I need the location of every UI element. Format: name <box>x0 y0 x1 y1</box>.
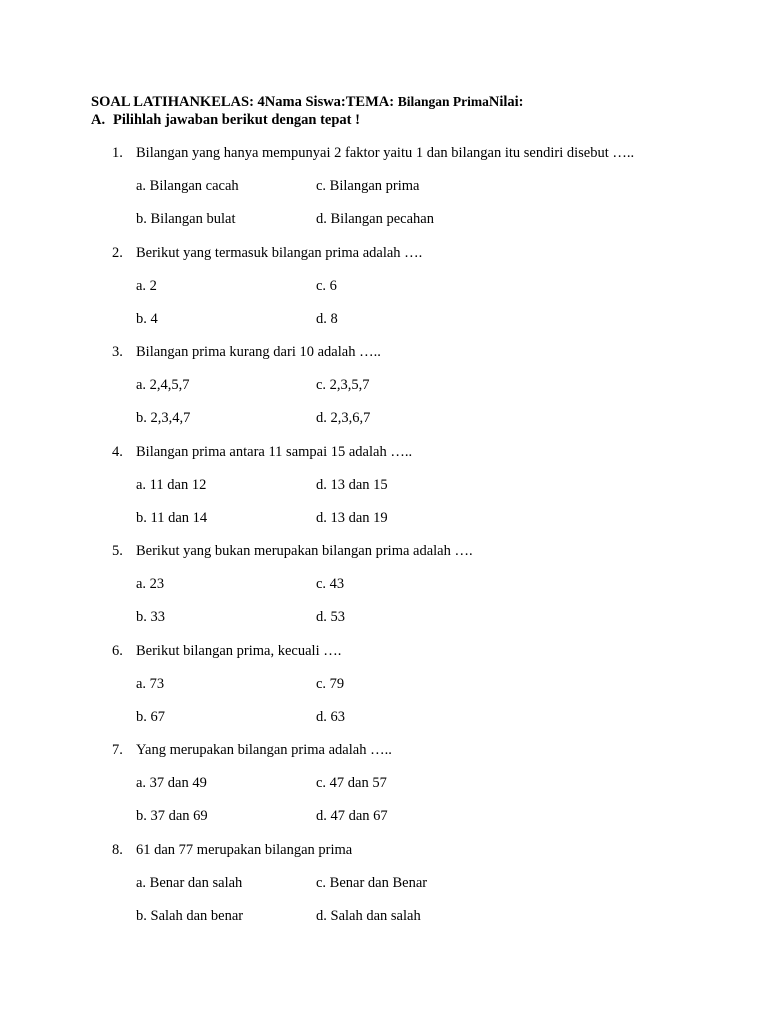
question-item <box>0 642 768 742</box>
option-b: b. 2,3,4,7 <box>136 410 191 427</box>
option-a: a. 37 dan 49 <box>136 775 207 792</box>
option-d: d. 8 <box>316 310 338 327</box>
option-a: a. 23 <box>136 576 165 593</box>
question-number: 3. <box>112 344 123 360</box>
question-text: 61 dan 77 merupakan bilangan prima <box>136 841 353 858</box>
option-d: d. 2,3,6,7 <box>316 410 371 427</box>
title-soal: SOAL LATIHAN <box>91 94 200 110</box>
nama-siswa-field: Nama Siswa: <box>264 94 346 110</box>
worksheet-header <box>91 93 524 111</box>
question-number: 5. <box>112 543 123 559</box>
question-number: 8. <box>112 841 123 858</box>
tema-value: Bilangan Prima <box>397 94 489 109</box>
option-d: d. 13 dan 19 <box>316 509 388 526</box>
question-text: Bilangan prima antara 11 sampai 15 adalah ….. <box>136 443 413 460</box>
question-text: Bilangan yang hanya mempunyai 2 faktor yaitu 1 dan bilangan itu sendiri disebut ….. <box>136 145 635 161</box>
option-b: b. 67 <box>136 708 165 725</box>
option-d: d. Bilangan pecahan <box>316 211 434 228</box>
question-number: 2. <box>112 244 123 261</box>
section-letter: A. <box>91 112 106 128</box>
option-a: a. 11 dan 12 <box>136 476 207 493</box>
tema-label: TEMA: <box>345 94 398 110</box>
option-c: c. Bilangan prima <box>316 178 420 195</box>
question-item <box>0 841 768 941</box>
nilai-field: Nilai: <box>488 94 524 110</box>
question-number: 1. <box>112 145 123 161</box>
question-number: 7. <box>112 742 123 758</box>
option-d: d. 47 dan 67 <box>316 808 388 825</box>
option-b: b. Bilangan bulat <box>136 211 236 228</box>
question-item <box>0 343 768 443</box>
option-d: d. 63 <box>316 708 345 725</box>
option-a: a. Benar dan salah <box>136 874 243 891</box>
question-item <box>0 542 768 642</box>
question-text: Berikut bilangan prima, kecuali …. <box>136 642 342 659</box>
option-b: b. 11 dan 14 <box>136 509 208 526</box>
question-text: Berikut yang bukan merupakan bilangan prima adalah …. <box>136 543 473 559</box>
option-a: a. Bilangan cacah <box>136 178 239 195</box>
option-c: c. 79 <box>316 675 345 692</box>
question-item <box>0 443 768 543</box>
question-text: Berikut yang termasuk bilangan prima adalah …. <box>136 244 423 261</box>
question-item <box>0 741 768 841</box>
question-item <box>0 244 768 344</box>
option-c: c. 2,3,5,7 <box>316 377 370 394</box>
option-b: b. 37 dan 69 <box>136 808 208 825</box>
option-a: a. 2 <box>136 277 157 294</box>
option-a: a. 73 <box>136 675 165 692</box>
option-a: a. 2,4,5,7 <box>136 377 190 394</box>
question-list <box>0 144 768 940</box>
kelas-field: KELAS: 4 <box>199 94 265 110</box>
option-d: d. 13 dan 15 <box>316 476 388 493</box>
question-number: 4. <box>112 443 123 460</box>
option-b: b. 33 <box>136 609 165 626</box>
option-c: c. 43 <box>316 576 345 593</box>
question-text: Bilangan prima kurang dari 10 adalah ….. <box>136 344 381 360</box>
option-c: c. 6 <box>316 277 337 294</box>
option-b: b. Salah dan benar <box>136 907 244 924</box>
section-instruction: Pilihlah jawaban berikut dengan tepat ! <box>113 112 360 128</box>
question-number: 6. <box>112 642 123 659</box>
question-item <box>0 144 768 244</box>
option-c: c. 47 dan 57 <box>316 775 387 792</box>
question-text: Yang merupakan bilangan prima adalah ….. <box>136 742 392 758</box>
option-b: b. 4 <box>136 310 158 327</box>
section-a-heading <box>91 111 360 129</box>
option-c: c. Benar dan Benar <box>316 874 428 891</box>
option-d: d. Salah dan salah <box>316 907 421 924</box>
option-d: d. 53 <box>316 609 345 626</box>
